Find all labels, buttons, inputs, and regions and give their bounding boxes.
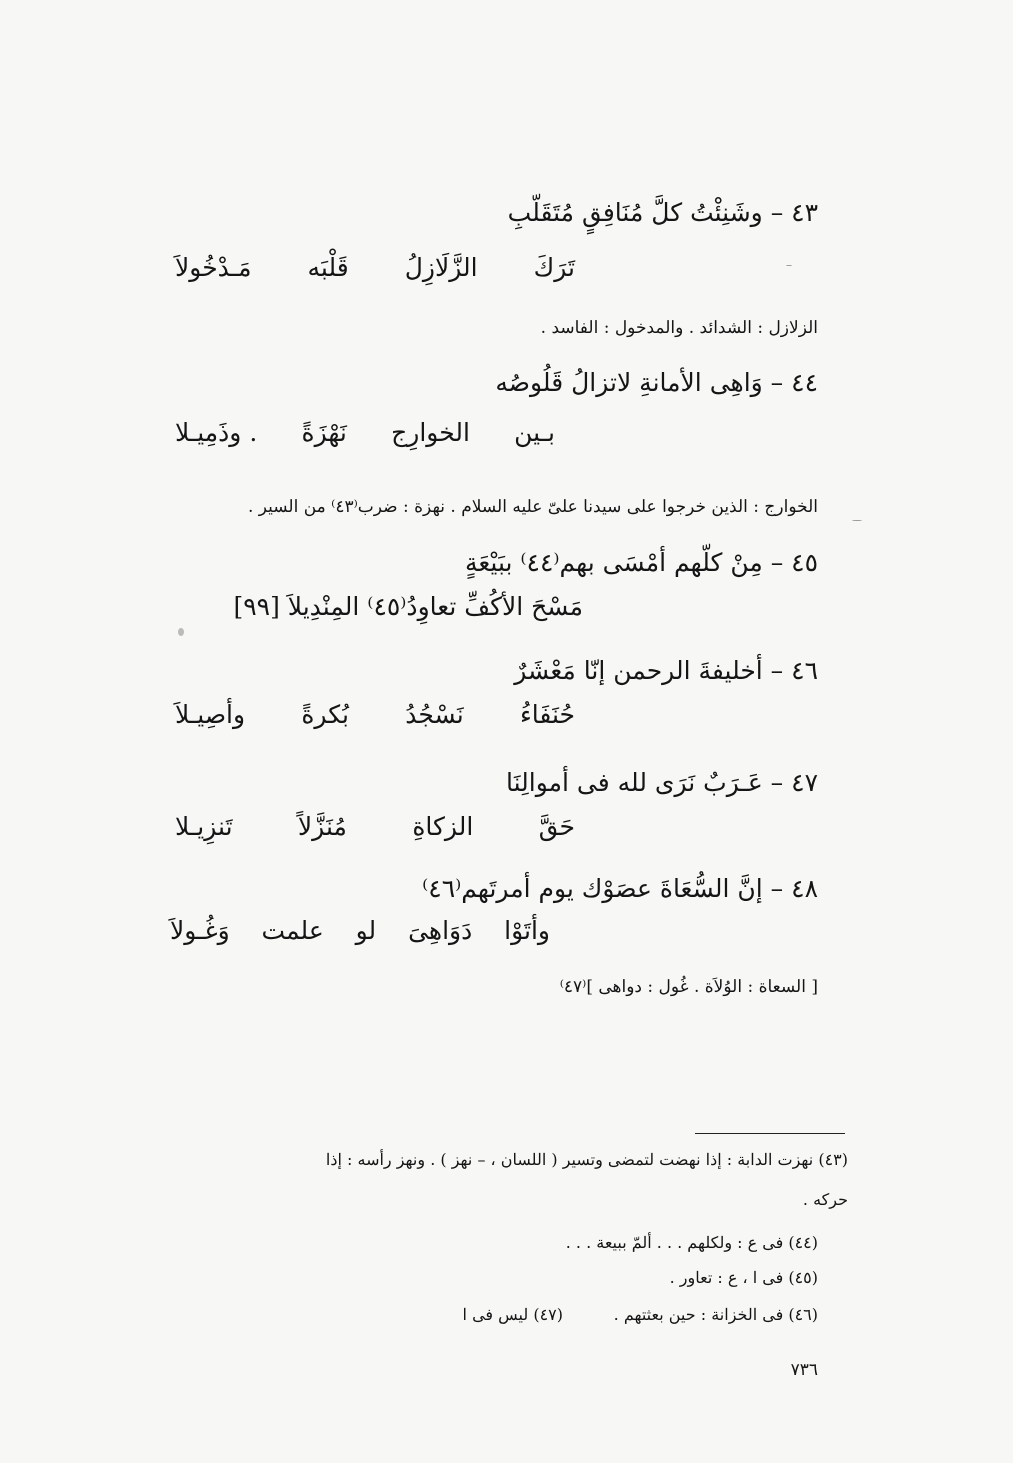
word: دَوَاهِىَ (408, 916, 473, 945)
verse-43-second-hemistich (175, 253, 575, 282)
page-number: ٧٣٦ (790, 1360, 818, 1380)
word: حَقَّ (538, 812, 575, 841)
word: بُكرةً (301, 700, 349, 729)
footnote-44: (٤٤) فى ع : ولكلهم . . . ألمّ ببيعة . . . (565, 1233, 818, 1252)
verse-48-second-hemistich (170, 916, 550, 945)
word: تَرَكَ (533, 253, 575, 282)
word: الزكاةِ (412, 812, 474, 841)
word: نَسْجُدُ (405, 700, 464, 729)
word: وأصِيـلاَ (175, 700, 246, 729)
footnote-43: (٤٣) نهزت الدابة : إذا نهضت لتمضى وتسير ( اللسان ، – نهز ) . ونهز رأسه : إذا (325, 1150, 848, 1169)
footnote-46: (٤٦) فى الخزانة : حين بعثتهم . (613, 1305, 818, 1324)
word: مَـدْخُولاَ (175, 253, 252, 282)
word: لو (355, 916, 377, 945)
word: تَنزِيـلا (175, 812, 233, 841)
verse-44-second-hemistich (175, 418, 555, 447)
word: الزَّلَازِلُ (404, 253, 478, 282)
word: الخوارِج (391, 418, 470, 447)
word: قَلْبَه (307, 253, 349, 282)
gloss-verse-44: الخوارج : الذين خرجوا على سيدنا علىّ عليه السلام . نهزة : ضرب⁽٤٣⁾ من السير . (247, 497, 818, 517)
gloss-verse-43: الزلازل : الشدائد . والمدخول : الفاسد . (540, 318, 818, 338)
footnote-divider (695, 1133, 845, 1134)
word: حُنَفَاءُ (519, 700, 575, 729)
verse-47-second-hemistich (175, 812, 575, 841)
word: نَهْزَةً (301, 418, 347, 447)
verse-46-first-hemistich: ٤٦ – أخليفةَ الرحمن إنّا مَعْشَرٌ (514, 656, 818, 685)
word: مُنَزَّلاً (297, 812, 347, 841)
footnote-43-continuation: حركه . (802, 1190, 848, 1209)
word: علمت (261, 916, 324, 945)
verse-48-first-hemistich: ٤٨ – إنَّ السُّعَاةَ عصَوْك يوم أمرتَهم⁽٤٦⁾ (422, 874, 818, 903)
footnote-45: (٤٥) فى ا ، ع : تعاور . (669, 1268, 818, 1287)
verse-45-first-hemistich: ٤٥ – مِنْ كلّهم أمْسَى بهم⁽٤٤⁾ ببَيْعَةٍ (464, 548, 818, 577)
footnote-47: (٤٧) ليس فى ا (462, 1305, 563, 1324)
verse-47-first-hemistich: ٤٧ – عَـرَبٌ نَرَى لله فى أموالِنَا (506, 768, 818, 797)
gloss-verse-48: [ السعاة : الوُلاَة . غُول : دواهى ]⁽٤٧⁾ (559, 977, 818, 997)
word: . وذَمِيـلا (175, 418, 258, 447)
scan-speck (178, 628, 184, 636)
word: وأتَوْا (504, 916, 550, 945)
verse-46-second-hemistich (175, 700, 575, 729)
scan-speck (786, 265, 792, 266)
verse-43-first-hemistich: ٤٣ – وشَنِئْتُ كلَّ مُنَافِقٍ مُتَقَلّبِ (507, 198, 818, 227)
verse-45-second-hemistich: مَسْحَ الأكُفِّ تعاوِدُ⁽٤٥⁾ المِنْدِيلاَ [٩٩] (233, 592, 583, 621)
word: بـين (514, 418, 555, 447)
scan-speck (852, 520, 862, 521)
word: وَغُـولاَ (170, 916, 230, 945)
verse-44-first-hemistich: ٤٤ – وَاهِى الأمانةِ لاتزالُ قَلُوصُه (495, 368, 818, 397)
